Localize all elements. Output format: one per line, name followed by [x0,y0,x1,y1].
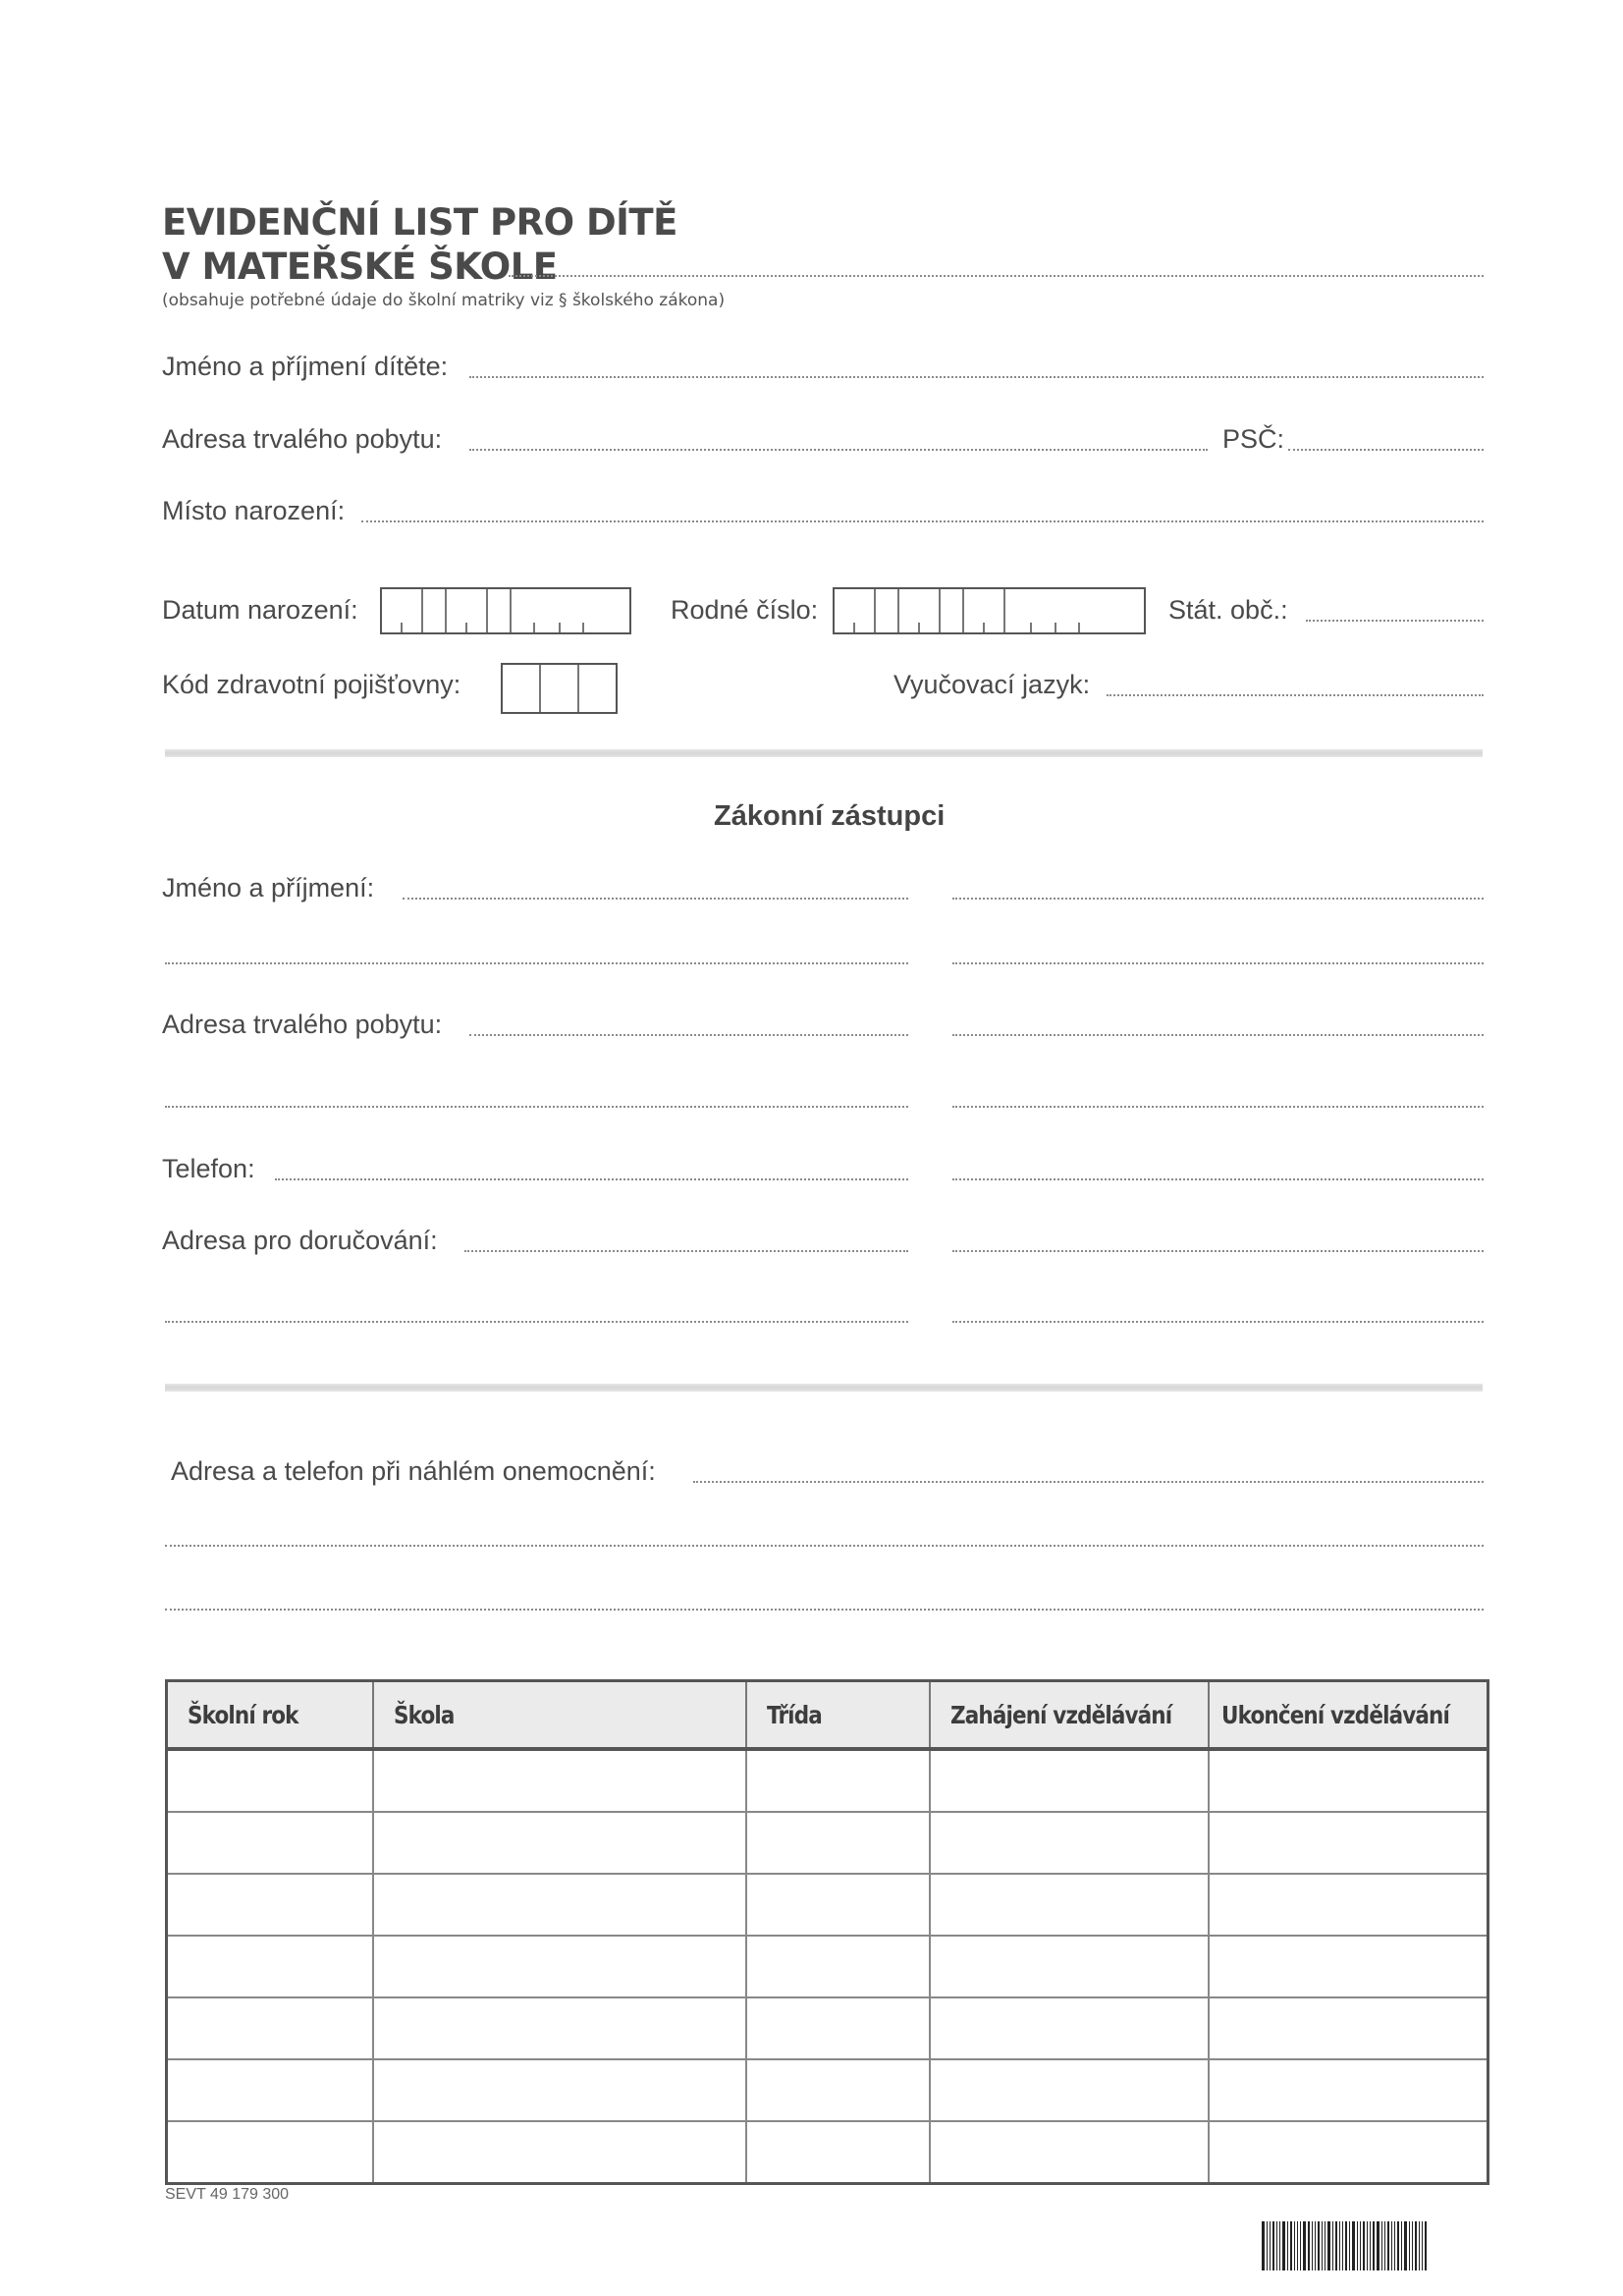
barcode-bar [1270,2221,1271,2270]
table-row [167,1997,1488,2059]
table-cell[interactable] [167,1936,373,1997]
barcode [1262,2221,1429,2270]
table-row [167,1874,1488,1936]
form-code: SEVT 49 179 300 [165,2186,290,2203]
language-label: Vyučovací jazyk: [893,670,1091,699]
barcode-bar [1419,2221,1420,2270]
citizenship-label: Stát. obč.: [1168,595,1288,625]
table-cell[interactable] [746,1874,930,1936]
form-title-line2: V MATEŘSKÉ ŠKOLE [162,246,558,288]
guardian-delivery-label: Adresa pro doručování: [162,1226,438,1255]
form-title-line1: EVIDENČNÍ LIST PRO DÍTĚ [162,201,677,244]
table-row [167,1936,1488,1997]
barcode-bar [1332,2221,1333,2270]
barcode-bar [1303,2221,1306,2270]
barcode-bar [1373,2221,1375,2270]
section-divider [165,749,1483,757]
school-name-field[interactable] [509,275,1484,277]
table-cell[interactable] [1209,1812,1488,1874]
barcode-bar [1308,2221,1310,2270]
psc-field[interactable] [1288,449,1484,451]
barcode-bar [1370,2221,1371,2270]
birthdate-label: Datum narození: [162,595,358,625]
barcode-bar [1415,2221,1417,2270]
table-cell[interactable] [373,1997,746,2059]
insurance-label: Kód zdravotní pojišťovny: [162,670,461,699]
table-cell[interactable] [167,1749,373,1812]
guardian2-address-field-2[interactable] [952,1106,1484,1108]
birthnumber-label: Rodné číslo: [671,595,819,625]
barcode-bar [1276,2221,1277,2270]
barcode-bar [1279,2221,1280,2270]
table-cell[interactable] [1209,1997,1488,2059]
column-header-end: Ukončení vzdělávání [1209,1681,1488,1750]
guardian1-address-field[interactable] [469,1034,908,1036]
guardian-name-label: Jméno a příjmení: [162,873,375,902]
barcode-bar [1312,2221,1313,2270]
guardian2-name-field[interactable] [952,898,1484,900]
barcode-bar [1335,2221,1337,2270]
barcode-bar [1360,2221,1361,2270]
barcode-bar [1425,2221,1427,2270]
guardian2-delivery-field-2[interactable] [952,1321,1484,1323]
barcode-bar [1342,2221,1343,2270]
table-cell[interactable] [746,1997,930,2059]
barcode-bar [1290,2221,1292,2270]
guardian-address-label: Adresa trvalého pobytu: [162,1010,443,1039]
table-row [167,1812,1488,1874]
table-cell[interactable] [1209,1936,1488,1997]
section-divider-2 [165,1384,1483,1392]
barcode-bar [1267,2221,1268,2270]
barcode-bar [1272,2221,1274,2270]
table-row [167,1749,1488,1812]
table-cell[interactable] [373,2121,746,2184]
table-cell[interactable] [373,1749,746,1812]
barcode-bar [1397,2221,1399,2270]
table-cell[interactable] [930,1749,1209,1812]
barcode-bar [1377,2221,1380,2270]
table-cell[interactable] [930,2121,1209,2184]
table-cell[interactable] [373,2059,746,2121]
barcode-bar [1387,2221,1389,2270]
language-field[interactable] [1107,694,1484,696]
barcode-bar [1412,2221,1413,2270]
guardian2-delivery-field[interactable] [952,1250,1484,1252]
barcode-bar [1262,2221,1265,2270]
barcode-bar [1318,2221,1320,2270]
birthnumber-boxes[interactable] [833,587,1146,634]
emergency-field-2[interactable] [165,1545,1484,1547]
barcode-bar [1363,2221,1365,2270]
barcode-bar [1394,2221,1395,2270]
school-history-table [165,1679,1489,2185]
table-cell[interactable] [373,1936,746,1997]
table-cell[interactable] [167,1874,373,1936]
psc-label: PSČ: [1222,424,1285,454]
barcode-bar [1409,2221,1410,2270]
table-cell[interactable] [1209,1749,1488,1812]
barcode-bar [1381,2221,1382,2270]
table-cell[interactable] [930,1812,1209,1874]
table-cell[interactable] [167,1812,373,1874]
barcode-bar [1327,2221,1330,2270]
guardian1-address-field-2[interactable] [165,1106,908,1108]
table-cell[interactable] [930,1936,1209,1997]
barcode-bar [1352,2221,1355,2270]
emergency-label: Adresa a telefon při náhlém onemocnění: [171,1456,656,1486]
guardian-phone-label: Telefon: [162,1154,255,1183]
guardian2-address-field[interactable] [952,1034,1484,1036]
table-cell[interactable] [1209,2059,1488,2121]
barcode-bar [1384,2221,1385,2270]
guardian1-name-field[interactable] [403,898,908,900]
birthplace-field[interactable] [361,520,1484,522]
child-name-field[interactable] [469,376,1484,378]
column-header-start: Zahájení vzdělávání [930,1681,1209,1750]
table-cell[interactable] [1209,1874,1488,1936]
table-cell[interactable] [930,2059,1209,2121]
barcode-bar [1404,2221,1407,2270]
barcode-bar [1401,2221,1402,2270]
table-row [167,2059,1488,2121]
barcode-bar [1294,2221,1295,2270]
barcode-bar [1300,2221,1301,2270]
barcode-bar [1297,2221,1298,2270]
guardians-heading: Zákonní zástupci [714,800,946,832]
barcode-bar [1322,2221,1323,2270]
barcode-bar [1339,2221,1340,2270]
table-cell[interactable] [167,1997,373,2059]
barcode-bar [1422,2221,1423,2270]
child-address-label: Adresa trvalého pobytu: [162,424,443,454]
table-cell[interactable] [167,2121,373,2184]
table-cell[interactable] [930,1874,1209,1936]
barcode-bar [1367,2221,1368,2270]
guardian1-delivery-field[interactable] [464,1250,908,1252]
barcode-bar [1315,2221,1316,2270]
guardian2-phone-field[interactable] [952,1178,1484,1180]
barcode-bar [1282,2221,1285,2270]
birthplace-label: Místo narození: [162,496,346,525]
barcode-bar [1345,2221,1347,2270]
guardian1-name-field-2[interactable] [165,962,908,964]
guardian1-delivery-field-2[interactable] [165,1321,908,1323]
column-header-school-year: Školní rok [167,1681,373,1750]
barcode-bar [1349,2221,1350,2270]
barcode-bar [1357,2221,1358,2270]
column-header-class: Třída [746,1681,930,1750]
guardian1-phone-field[interactable] [275,1178,908,1180]
child-name-label: Jméno a příjmení dítěte: [162,352,449,381]
table-cell[interactable] [746,1812,930,1874]
table-cell[interactable] [373,1874,746,1936]
table-header-row [167,1681,1488,1750]
child-address-field[interactable] [469,449,1208,451]
table-cell[interactable] [746,2121,930,2184]
table-cell[interactable] [373,1812,746,1874]
barcode-bar [1287,2221,1288,2270]
table-row [167,2121,1488,2184]
table-cell[interactable] [746,1749,930,1812]
column-header-school: Škola [373,1681,746,1750]
table-cell[interactable] [746,1936,930,1997]
guardian2-name-field-2[interactable] [952,962,1484,964]
table-cell[interactable] [930,1997,1209,2059]
form-subtitle: (obsahuje potřebné údaje do školní matriky viz § školského zákona) [162,291,726,310]
table-cell[interactable] [167,2059,373,2121]
table-cell[interactable] [1209,2121,1488,2184]
emergency-field[interactable] [693,1481,1484,1483]
table-cell[interactable] [746,2059,930,2121]
insurance-code-boxes[interactable] [501,663,618,714]
birthdate-boxes[interactable] [380,587,631,634]
citizenship-field[interactable] [1306,620,1484,622]
barcode-bar [1391,2221,1392,2270]
emergency-field-3[interactable] [165,1609,1484,1611]
